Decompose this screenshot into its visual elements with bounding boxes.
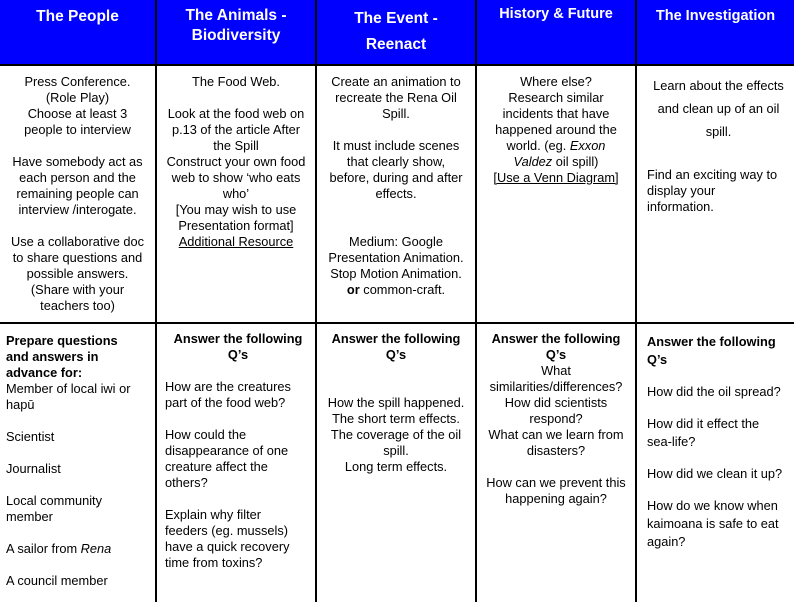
- text: others?: [165, 475, 208, 490]
- text: How are the creatures: [165, 379, 291, 394]
- text: (Role Play): [45, 90, 110, 105]
- text: Research similar: [508, 90, 604, 105]
- text: display your: [647, 183, 716, 198]
- text: p.13 of the article After: [171, 122, 301, 137]
- text: sea-life?: [647, 434, 696, 449]
- text: Prepare questions: [6, 333, 118, 348]
- text: [6, 541, 151, 557]
- header-the-investigation: [637, 0, 794, 64]
- text: Spill.: [382, 106, 410, 121]
- text: common-craft.: [359, 282, 446, 297]
- venn-diagram-link[interactable]: [Use a Venn Diagram]: [493, 170, 619, 185]
- text: How do we know when: [647, 498, 778, 513]
- text: recreate the Rena Oil: [335, 90, 457, 105]
- text: How did the oil spread?: [647, 384, 781, 399]
- text: oil spill): [552, 154, 599, 169]
- text: Local community: [6, 493, 103, 508]
- text: who’: [222, 186, 250, 201]
- text: disappearance of one: [165, 443, 289, 458]
- text: It must include scenes: [332, 138, 460, 153]
- text: similarities/differences?: [489, 379, 623, 394]
- text: kaimoana is safe to eat: [647, 516, 779, 531]
- text: Q’s: [647, 352, 668, 367]
- text: Use a collaborative doc: [10, 234, 145, 249]
- header-the-event: [317, 0, 477, 64]
- text: Rena: [80, 541, 112, 556]
- text: Press Conference.: [24, 74, 131, 89]
- text: and answers in: [6, 349, 99, 364]
- header-line: The People: [36, 8, 119, 25]
- text: spill.: [705, 124, 732, 139]
- text: Answer the following: [491, 331, 621, 346]
- text: information.: [647, 199, 714, 214]
- text: happened around the: [495, 122, 617, 137]
- text: [481, 138, 631, 154]
- cell-investigation-task: [637, 66, 794, 322]
- text: Member of local iwi or: [6, 381, 131, 396]
- text: The coverage of the oil: [330, 427, 462, 442]
- text: Scientist: [6, 429, 55, 444]
- text: part of the food web?: [165, 395, 286, 410]
- text: Choose at least 3: [27, 106, 128, 121]
- header-the-animals: [157, 0, 317, 64]
- text: Answer the following: [173, 331, 303, 346]
- text: people to interview: [24, 122, 131, 137]
- text: disasters?: [526, 443, 586, 458]
- text: How the spill happened.: [327, 395, 465, 410]
- text: The short term effects.: [332, 411, 460, 426]
- text: What can we learn from: [488, 427, 624, 442]
- text: A sailor from: [6, 541, 81, 556]
- text: each person and the: [19, 170, 136, 185]
- additional-resource-link[interactable]: Additional Resource: [178, 234, 294, 249]
- text: web to show ‘who eats: [171, 170, 301, 185]
- text: advance for:: [6, 365, 83, 380]
- text: Medium: Google: [349, 234, 443, 249]
- text: and clean up of an oil: [657, 101, 780, 116]
- text: Presentation format]: [178, 218, 294, 233]
- cell-animals-task: [157, 66, 317, 322]
- text: Journalist: [6, 461, 61, 476]
- text: [321, 282, 471, 298]
- text: Answer the following: [331, 331, 461, 346]
- text: Have somebody act as: [12, 154, 143, 169]
- header-line: The Animals -: [185, 7, 287, 24]
- cell-event-task: [317, 66, 477, 322]
- text: Long term effects.: [344, 459, 448, 474]
- cell-people-questions: [0, 324, 157, 602]
- text: Find an exciting way to: [647, 167, 778, 182]
- header-line: The Investigation: [655, 8, 776, 24]
- text: How did scientists: [504, 395, 608, 410]
- text: Presentation Animation.: [328, 250, 464, 265]
- text: feeders (eg. mussels): [165, 523, 289, 538]
- text: before, during and after: [329, 170, 463, 185]
- header-history-future: [477, 0, 637, 64]
- text: possible answers.: [26, 266, 129, 281]
- header-line: Reenact: [365, 36, 427, 53]
- text: world. (eg.: [506, 138, 570, 153]
- text: Q’s: [227, 347, 249, 362]
- text: [You may wish to use: [175, 202, 297, 217]
- text: How did we clean it up?: [647, 466, 783, 481]
- text: A council member: [6, 573, 108, 588]
- text: [481, 154, 631, 170]
- text: incidents that have: [502, 106, 610, 121]
- header-line: History & Future: [499, 6, 613, 22]
- text: Look at the food web on: [167, 106, 305, 121]
- text: that clearly show,: [346, 154, 446, 169]
- text: happening again?: [505, 491, 607, 506]
- text: How can we prevent this: [486, 475, 626, 490]
- cell-event-questions: [317, 324, 477, 602]
- cell-investigation-questions: [637, 324, 794, 602]
- cell-people-task: [0, 66, 157, 322]
- cell-history-task: [477, 66, 637, 322]
- text: (Share with your: [30, 282, 125, 297]
- text: creature affect the: [165, 459, 268, 474]
- cell-history-questions: [477, 324, 637, 602]
- text: How did it effect the: [647, 416, 760, 431]
- text: Q’s: [545, 347, 567, 362]
- text: How could the: [165, 427, 247, 442]
- text: Stop Motion Animation.: [330, 266, 462, 281]
- text: Explain why filter: [165, 507, 262, 522]
- header-line: Biodiversity: [191, 27, 281, 44]
- text: interview /interogate.: [18, 202, 137, 217]
- text: to share questions and: [12, 250, 143, 265]
- text: hapū: [6, 397, 35, 412]
- text: Learn about the effects: [653, 78, 784, 93]
- text: or: [346, 282, 360, 297]
- text: have a quick recovery: [165, 539, 290, 554]
- header-the-people: [0, 0, 157, 64]
- header-line: The Event -: [354, 10, 438, 27]
- text: time from toxins?: [165, 555, 263, 570]
- text: spill.: [383, 443, 409, 458]
- text: Q’s: [385, 347, 407, 362]
- text: teachers too): [40, 298, 115, 313]
- text: What: [541, 363, 571, 378]
- text: Construct your own food: [166, 154, 306, 169]
- text: again?: [647, 534, 686, 549]
- cell-animals-questions: [157, 324, 317, 602]
- text: The Food Web.: [192, 74, 280, 89]
- text: remaining people can: [16, 186, 139, 201]
- text: Exxon: [569, 138, 606, 153]
- text: Valdez: [513, 154, 553, 169]
- text: Create an animation to: [331, 74, 461, 89]
- text: Answer the following: [647, 334, 776, 349]
- text: the Spill: [213, 138, 259, 153]
- text: effects.: [375, 186, 417, 201]
- text: member: [6, 509, 53, 524]
- text: Where else?: [520, 74, 592, 89]
- text: respond?: [529, 411, 583, 426]
